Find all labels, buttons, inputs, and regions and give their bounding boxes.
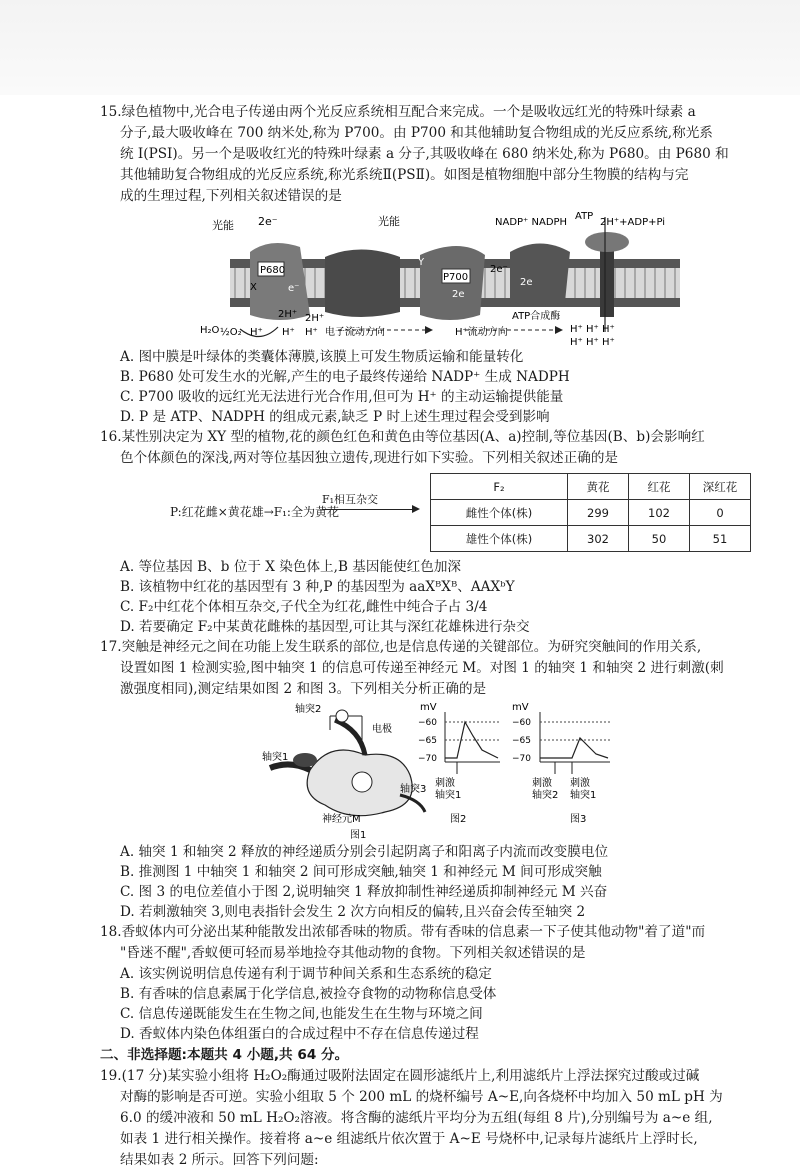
question-15 — [100, 102, 760, 427]
neuron-label: 神经元M — [322, 814, 361, 825]
y-label: Y — [418, 257, 425, 268]
q17-option-b: B. 推测图 1 中轴突 1 和轴突 2 间可形成突触,轴突 1 和神经元 M 间可形成突触 — [120, 864, 602, 880]
q15-option-b: B. P680 处可发生水的光解,产生的电子最终传递给 NADP⁺ 生成 NADPH — [120, 369, 570, 385]
cross-arrowhead — [412, 505, 420, 513]
table-header: 深红花 — [690, 474, 751, 500]
e4-label: 2e — [520, 277, 533, 288]
q16-line: 色个体颜色的深浅,两对等位基因独立遗传,现进行如下实验。下列相关叙述正确的是 — [120, 450, 619, 466]
table-header: F₂ — [431, 474, 568, 500]
cross-scheme: P:红花雌×黄花雄→F₁:全为黄花 — [170, 505, 339, 519]
atp-label: ATP — [575, 211, 594, 222]
q17-line: 激强度相同),测定结果如图 2 和图 3。下列相关分析正确的是 — [120, 681, 487, 697]
h-label: H⁺ — [250, 327, 263, 338]
2h-label: 2H⁺ — [278, 309, 298, 320]
electron-flow-label: 电子流动方向 — [325, 327, 385, 338]
figure-3-graph — [512, 702, 610, 825]
nadp-reductase — [510, 244, 570, 305]
nadp-label: NADP⁺ NADPH — [495, 217, 568, 228]
synapse-figures — [100, 700, 760, 842]
q18-option-c: C. 信息传递既能发生在生物之间,也能发生在生物与环境之间 — [120, 1006, 483, 1022]
q18-option-d: D. 香蚁体内染色体组蛋白的合成过程中不存在信息传递过程 — [120, 1026, 479, 1042]
q15-line: 统 I(PSI)。另一个是吸收红光的特殊叶绿素 a 分子,其吸收峰在 680 纳米处,称为 P680。由 P680 和 — [120, 146, 729, 162]
atp-synthase-label: ATP合成酶 — [512, 311, 561, 322]
figure-caption: 图3 — [570, 814, 587, 825]
figure-1-neuron — [262, 702, 426, 841]
e3-label: 2e⁻ — [490, 264, 508, 275]
tick-label: −60 — [512, 718, 531, 728]
synapse-figure-svg — [100, 700, 760, 842]
axon-1-label: 轴突1 — [262, 752, 289, 763]
x-label: X — [250, 282, 257, 293]
cross-arrow-label: F₁相互杂交 — [322, 493, 379, 506]
target-label: 轴突2 — [532, 790, 559, 801]
e700-label: 2e — [452, 289, 465, 300]
q17-option-a: A. 轴突 1 和轴突 2 释放的神经递质分别会引起阴离子和阳离子内流而改变膜电位 — [120, 844, 609, 860]
axon-terminal — [293, 753, 317, 767]
adp-label: 2H⁺+ADP+Pi — [600, 217, 666, 228]
table-cell: 50 — [629, 526, 690, 552]
q15-line: 分子,最大吸收峰在 700 纳米处,称为 P700。由 P700 和其他辅助复合物组成的光反应系统,称光系 — [120, 125, 713, 141]
table-cell: 102 — [629, 500, 690, 526]
cytochrome-complex — [325, 250, 400, 318]
q16-option-b: B. 该植物中红花的基因型有 3 种,P 的基因型为 aaXᴮXᴮ、AAXᵇY — [120, 579, 515, 595]
atp-synthase — [600, 247, 614, 317]
meter-icon — [336, 710, 348, 722]
q16-option-c: C. F₂中红花个体相互杂交,子代全为红花,雌性中纯合子占 3/4 — [120, 599, 488, 615]
scan-top-band — [0, 0, 800, 95]
stimulus-label: 刺激 — [532, 778, 552, 789]
table-cell: 51 — [690, 526, 751, 552]
o2-label: ½O₂ — [220, 327, 242, 338]
p700-label: P700 — [443, 272, 469, 283]
tick-label: −65 — [512, 736, 531, 746]
axon-2-label: 轴突2 — [295, 704, 322, 715]
table-cell: 0 — [690, 500, 751, 526]
proton-flow-label: H⁺流动方向 — [455, 327, 508, 338]
electron-label: 2e⁻ — [258, 215, 278, 228]
q16-option-a: A. 等位基因 B、b 位于 X 染色体上,B 基因能使红色加深 — [120, 559, 462, 575]
h-label: H⁺ — [282, 327, 295, 338]
tick-label: −65 — [418, 736, 437, 746]
q15-option-c: C. P700 吸收的远红光无法进行光合作用,但可为 H⁺ 的主动运输提供能量 — [120, 389, 564, 405]
table-cell: 299 — [568, 500, 629, 526]
axon-3-label: 轴突3 — [400, 784, 427, 795]
h-cluster-label: H⁺ H⁺ H⁺ — [570, 324, 615, 335]
tick-label: −60 — [418, 718, 437, 728]
stimulus-label: 刺激 — [570, 778, 590, 789]
target-label: 轴突1 — [435, 790, 462, 801]
stimulus-label: 刺激 — [435, 778, 455, 789]
q19-line: 6.0 的缓冲液和 50 mL H₂O₂溶液。将含酶的滤纸片平均分为五组(每组 8 片),分别编号为 a~e 组, — [120, 1110, 713, 1126]
q18-option-b: B. 有香味的信息素属于化学信息,被捡夺食物的动物称信息受体 — [120, 986, 497, 1002]
table-row — [431, 526, 751, 552]
question-16 — [100, 427, 760, 637]
exam-page — [100, 102, 760, 1171]
section-heading: 二、非选择题:本题共 4 小题,共 64 分。 — [100, 1047, 349, 1063]
table-header: 红花 — [629, 474, 690, 500]
thylakoid-figure — [100, 207, 760, 347]
h-cluster-label: H⁺ H⁺ H⁺ — [570, 337, 615, 347]
q15-option-d: D. P 是 ATP、NADPH 的组成元素,缺乏 P 时上述生理过程会受到影响 — [120, 409, 550, 425]
table-row — [431, 500, 751, 526]
q19-line: 结果如表 2 所示。回答下列问题: — [120, 1152, 319, 1168]
question-17 — [100, 637, 760, 922]
unit-label: mV — [420, 702, 437, 713]
potential-curve — [540, 738, 608, 758]
thylakoid-membrane-diagram — [100, 207, 760, 347]
q17-option-c: C. 图 3 的电位差值小于图 2,说明轴突 1 释放抑制性神经递质抑制神经元 M 兴奋 — [120, 884, 608, 900]
2h-label: 2H⁺ — [305, 313, 325, 324]
q15-option-a: A. 图中膜是叶绿体的类囊体薄膜,该膜上可发生物质运输和能量转化 — [120, 349, 524, 365]
q17-line: 设置如图 1 检测实验,图中轴突 1 的信息可传递至神经元 M。对图 1 的轴突 1 和轴突 2 进行刺激(刺 — [120, 660, 724, 676]
figure-caption: 图1 — [350, 830, 367, 841]
light-label-1: 光能 — [212, 219, 234, 232]
q19-line: 对酶的影响是否可逆。实验小组取 5 个 200 mL 的烧杯编号 A~E,向各烧杯中均加入 50 mL pH 为 — [120, 1089, 723, 1105]
q19-line: 19.(17 分)某实验小组将 H₂O₂酶通过吸附法固定在圆形滤纸片上,利用滤纸片上浮法探究过酸或过碱 — [100, 1068, 700, 1084]
q16-option-d: D. 若要确定 F₂中某黄花雌株的基因型,可让其与深红花雄株进行杂交 — [120, 619, 530, 635]
q18-line: "昏迷不醒",香蚁便可轻而易举地捡夺其他动物的食物。下列相关叙述错误的是 — [120, 945, 586, 961]
electrode-label: 电极 — [372, 724, 392, 735]
tick-label: −70 — [418, 754, 437, 764]
figure-2-graph — [418, 702, 500, 825]
table-cell: 雄性个体(株) — [431, 526, 568, 552]
h-label: H⁺ — [305, 327, 318, 338]
f2-table — [430, 473, 751, 552]
q16-line: 16.某性别决定为 XY 型的植物,花的颜色红色和黄色由等位基因(A、a)控制,等位基因(B、b)会影响红 — [100, 429, 705, 445]
q15-line: 成的生理过程,下列相关叙述错误的是 — [120, 188, 342, 204]
q15-line: 其他辅助复合物组成的光反应系统,称光系统Ⅱ(PSⅡ)。如图是植物细胞中部分生物膜的结构与完 — [120, 167, 689, 183]
figure-caption: 图2 — [450, 814, 467, 825]
question-19 — [100, 1066, 760, 1171]
q17-line: 17.突触是神经元之间在功能上发生联系的部位,也是信息传递的关键部位。为研究突触间的作用关系, — [100, 639, 702, 655]
target-label: 轴突1 — [570, 790, 597, 801]
table-header: 黄花 — [568, 474, 629, 500]
q18-line: 18.香蚁体内可分泌出某种能散发出浓郁香味的物质。带有香味的信息素一下子使其他动物"着了道"而 — [100, 924, 706, 940]
cross-arrow — [322, 509, 417, 510]
q17-option-d: D. 若刺激轴突 3,则电表指针会发生 2 次方向相反的偏转,且兴奋会传至轴突 2 — [120, 904, 586, 920]
q15-line: 15.绿色植物中,光合电子传递由两个光反应系统相互配合来完成。一个是吸收远红光的特殊叶绿素 a — [100, 104, 696, 120]
q18-option-a: A. 该实例说明信息传递有利于调节种间关系和生态系统的稳定 — [120, 966, 492, 982]
h2o-label: H₂O — [200, 325, 220, 336]
q16-cross-figure — [100, 469, 760, 557]
p680-label: P680 — [260, 265, 286, 276]
tick-label: −70 — [512, 754, 531, 764]
q19-line: 如表 1 进行相关操作。接着将 a~e 组滤纸片依次置于 A~E 号烧杯中,记录每片滤纸片上浮时长, — [120, 1131, 698, 1147]
unit-label: mV — [512, 702, 529, 713]
light-label-2: 光能 — [378, 215, 400, 228]
table-cell: 雌性个体(株) — [431, 500, 568, 526]
table-cell: 302 — [568, 526, 629, 552]
question-18 — [100, 922, 760, 1044]
e-label: e⁻ — [288, 283, 300, 294]
